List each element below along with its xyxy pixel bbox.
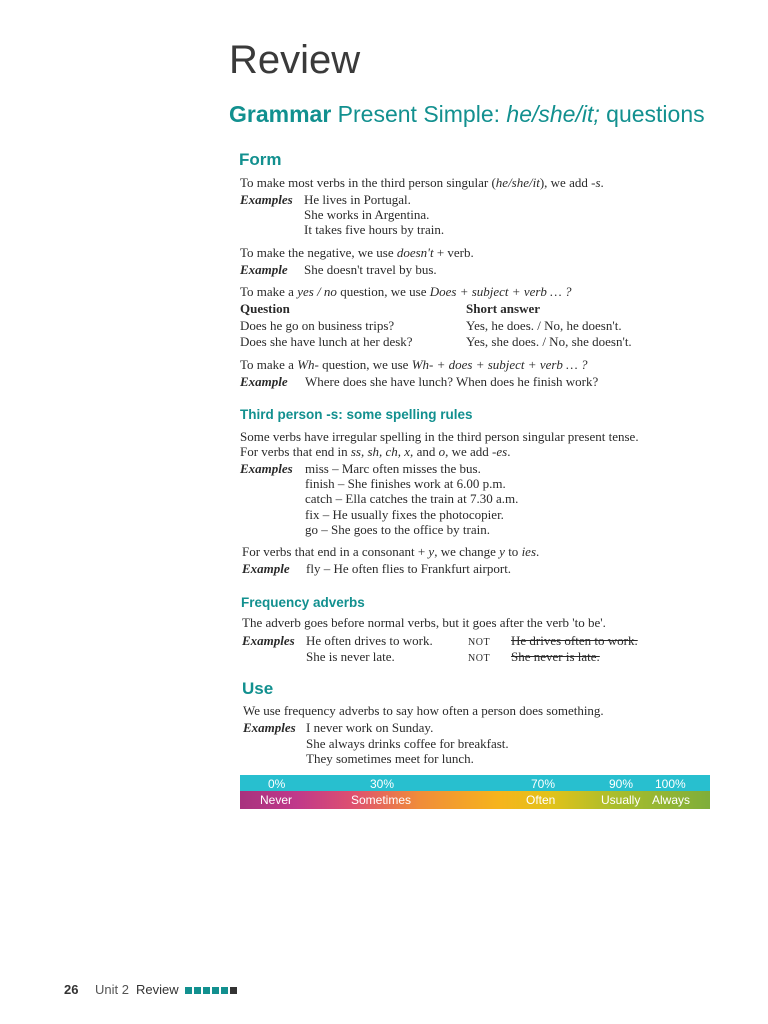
progress-square-icon [212,987,219,994]
not-label-2: NOT [468,653,491,664]
cons-d: y [499,544,505,559]
question-2: Does she have lunch at her desk? [240,334,413,349]
spelling-example-4: fix – He usually fixes the photocopier. [305,507,504,522]
cons-c: , we change [434,544,500,559]
spelling-rule [240,444,510,459]
sp-a: For verbs that end in [240,444,351,459]
form-example-2: She works in Argentina. [304,207,430,222]
neg-example-label: Example [240,262,288,277]
cons-a: For verbs that end in a consonant + [242,544,429,559]
spelling-example-5: go – She goes to the office by train. [305,522,490,537]
wh-example: Where does she have lunch? When does he finish work? [305,374,599,389]
neg-a: To make the negative, we use [240,245,397,260]
consonant-rule [242,544,539,559]
footer-unit: Unit 2 [95,982,129,997]
use-heading: Use [242,679,274,698]
frequency-intro: The adverb goes before normal verbs, but it goes after the verb 'to be'. [242,615,606,630]
spelling-example-1: miss – Marc often misses the bus. [305,461,481,476]
scale-percent-30: 30% [370,777,395,791]
frequency-examples-label: Examples [242,633,295,648]
wh-a: To make a [240,357,298,372]
footer-progress-squares [185,986,239,994]
scale-label-often: Often [526,793,556,807]
wrong-example-2: She never is late. [511,649,600,664]
progress-square-icon [203,987,210,994]
scale-label-never: Never [260,793,293,807]
col-short-answer: Short answer [466,301,541,316]
wh-e: + subject + verb … ? [472,357,588,372]
frequency-heading: Frequency adverbs [241,595,365,610]
form-rule-1-b: he/she/it [495,175,540,190]
scale-percent-100: 100% [655,777,686,791]
progress-square-icon [185,987,192,994]
wh-c: question, we use [318,357,412,372]
consonant-example-label: Example [242,561,290,576]
grammar-label: Grammar [229,101,332,127]
spelling-heading: Third person -s: some spelling rules [240,407,473,422]
spelling-example-2: finish – She finishes work at 6.00 p.m. [305,476,506,491]
frequency-example-2: She is never late. [306,649,395,664]
cons-f: ies [521,544,537,559]
form-examples-label: Examples [240,192,293,207]
spelling-example-3: catch – Ella catches the train at 7.30 a.m. [305,491,519,506]
form-rule-1 [240,175,604,190]
progress-square-icon [221,987,228,994]
scale-label-sometimes: Sometimes [351,793,412,807]
wh-d: Wh- + does [411,357,473,372]
neg-example: She doesn't travel by bus. [304,262,437,277]
grammar-pronouns: he/she/it; [506,101,600,127]
spelling-intro: Some verbs have irregular spelling in the third person singular present tense. [240,429,639,444]
neg-b: doesn't [396,245,434,260]
question-1: Does he go on business trips? [240,318,395,333]
yn-a: To make a [240,284,298,299]
wh-b: Wh- [297,357,319,372]
yn-e: + subject + verb … ? [456,284,572,299]
use-intro: We use frequency adverbs to say how often a person does something. [243,703,604,718]
cons-e: to [504,544,522,559]
progress-square-icon [230,987,237,994]
form-rule-1-c: ), we add [539,175,592,190]
page-number: 26 [64,982,79,997]
yn-d: Does [429,284,457,299]
form-heading: Form [239,150,282,169]
wh-rule [240,357,587,372]
sp-f: -es [492,444,508,459]
cons-g: . [536,544,540,559]
progress-square-icon [194,987,201,994]
neg-c: + verb. [433,245,474,260]
scale-label-usually: Usually [601,793,641,807]
form-example-1: He lives in Portugal. [304,192,411,207]
sp-c: and [413,444,439,459]
sp-g: . [507,444,511,459]
use-example-2: She always drinks coffee for breakfast. [306,736,509,751]
answer-2: Yes, she does. / No, she doesn't. [466,334,632,349]
yes-no-rule [240,284,571,299]
frequency-example-1: He often drives to work. [306,633,433,648]
scale-percent-70: 70% [531,777,556,791]
use-example-3: They sometimes meet for lunch. [306,751,474,766]
wh-example-label: Example [240,374,288,389]
grammar-topic: Present Simple: [337,101,501,127]
consonant-example: fly – He often flies to Frankfurt airport. [306,561,512,576]
sp-d: o [438,444,446,459]
form-example-3: It takes five hours by train. [304,222,445,237]
footer-section: Review [136,982,179,997]
yn-c: question, we use [336,284,430,299]
answer-1: Yes, he does. / No, he doesn't. [466,318,622,333]
sp-e: , we add [445,444,493,459]
not-label-1: NOT [468,637,491,648]
scale-label-always: Always [652,793,691,807]
form-rule-1-e: . [600,175,604,190]
wrong-example-1: He drives often to work. [511,633,638,648]
yn-b: yes / no [297,284,337,299]
form-rule-1-a: To make most verbs in the third person singular ( [240,175,496,190]
page-title: Review [229,38,361,82]
use-examples-label: Examples [243,720,296,735]
frequency-scale-percent-bar [240,775,710,791]
cons-b: y [428,544,435,559]
sp-b: ss, sh, ch, x, [350,444,414,459]
scale-percent-0: 0% [268,777,286,791]
spelling-examples-label: Examples [240,461,293,476]
form-negative-rule [240,245,474,260]
use-example-1: I never work on Sunday. [306,720,434,735]
form-rule-1-d: -s [591,175,601,190]
scale-percent-90: 90% [609,777,634,791]
col-question: Question [240,301,290,316]
grammar-heading [229,101,705,128]
grammar-questions: questions [606,101,705,127]
